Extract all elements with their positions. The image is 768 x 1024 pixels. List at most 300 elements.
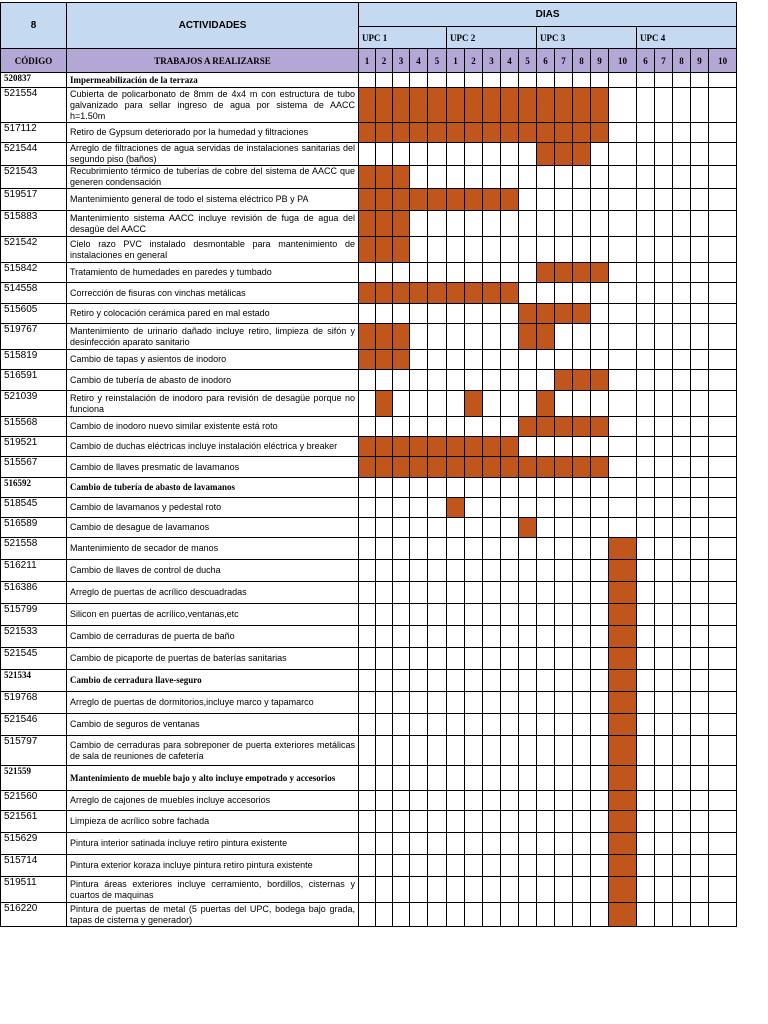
- scheduled-day-cell: [591, 88, 609, 123]
- activity-row: [1, 211, 737, 237]
- day-cell: [447, 736, 465, 766]
- day-cell: [591, 498, 609, 518]
- work-header: TRABAJOS A REALIZARSE: [67, 49, 359, 73]
- activity-description: Cambio de cerraduras de puerta de baño: [67, 626, 359, 648]
- day-cell: [501, 604, 519, 626]
- day-cell: [637, 811, 655, 833]
- day-cell: [519, 766, 537, 791]
- day-cell: [410, 237, 428, 263]
- day-cell: [591, 538, 609, 560]
- day-cell: [609, 304, 637, 324]
- day-cell: [555, 189, 573, 211]
- day-cell: [465, 324, 483, 350]
- day-cell: [519, 811, 537, 833]
- activity-code: 515605: [1, 304, 67, 324]
- scheduled-day-cell: [609, 582, 637, 604]
- day-cell: [410, 166, 428, 189]
- day-cell: [447, 714, 465, 736]
- scheduled-day-cell: [359, 237, 376, 263]
- day-cell: [483, 582, 501, 604]
- day-cell: [709, 189, 737, 211]
- day-cell: [376, 877, 393, 903]
- scheduled-day-cell: [359, 88, 376, 123]
- day-cell: [359, 498, 376, 518]
- day-cell: [555, 855, 573, 877]
- schedule-sheet: [0, 2, 737, 927]
- day-cell: [501, 518, 519, 538]
- day-cell: [655, 283, 673, 304]
- day-cell: [591, 350, 609, 370]
- day-cell: [465, 791, 483, 811]
- day-number-header: 5: [519, 49, 537, 73]
- day-cell: [673, 457, 691, 478]
- day-cell: [691, 498, 709, 518]
- activity-row: [1, 324, 737, 350]
- day-cell: [519, 237, 537, 263]
- day-cell: [609, 457, 637, 478]
- day-cell: [637, 692, 655, 714]
- day-cell: [501, 877, 519, 903]
- day-cell: [637, 350, 655, 370]
- day-cell: [673, 538, 691, 560]
- day-cell: [655, 903, 673, 927]
- day-cell: [609, 498, 637, 518]
- day-cell: [673, 791, 691, 811]
- day-cell: [393, 877, 410, 903]
- day-cell: [410, 73, 428, 88]
- day-cell: [483, 166, 501, 189]
- activity-description: Cambio de duchas eléctricas incluye instalación eléctrica y breaker: [67, 437, 359, 457]
- day-cell: [691, 833, 709, 855]
- day-cell: [501, 417, 519, 437]
- day-cell: [519, 498, 537, 518]
- scheduled-day-cell: [359, 437, 376, 457]
- scheduled-day-cell: [465, 189, 483, 211]
- day-cell: [609, 211, 637, 237]
- activity-row: [1, 766, 737, 791]
- day-cell: [501, 211, 519, 237]
- day-cell: [555, 736, 573, 766]
- activity-description: Mantenimiento de mueble bajo y alto incluye empotrado y accesorios: [67, 766, 359, 791]
- day-cell: [709, 391, 737, 417]
- day-cell: [410, 811, 428, 833]
- day-cell: [655, 417, 673, 437]
- day-cell: [376, 903, 393, 927]
- day-cell: [555, 437, 573, 457]
- day-cell: [591, 437, 609, 457]
- day-cell: [637, 538, 655, 560]
- day-cell: [519, 478, 537, 498]
- day-cell: [428, 670, 447, 692]
- activity-description: Pintura de puertas de metal (5 puertas del UPC, bodega bajo grada, tapas de cisterna y generador): [67, 903, 359, 927]
- day-cell: [691, 391, 709, 417]
- scheduled-day-cell: [537, 391, 555, 417]
- scheduled-day-cell: [609, 855, 637, 877]
- day-cell: [537, 791, 555, 811]
- scheduled-day-cell: [376, 350, 393, 370]
- day-cell: [609, 283, 637, 304]
- day-cell: [573, 478, 591, 498]
- activity-row: [1, 692, 737, 714]
- day-cell: [410, 714, 428, 736]
- day-cell: [555, 237, 573, 263]
- day-cell: [428, 877, 447, 903]
- day-cell: [465, 143, 483, 166]
- day-cell: [483, 560, 501, 582]
- day-number-header: 7: [555, 49, 573, 73]
- day-cell: [591, 324, 609, 350]
- day-cell: [573, 73, 591, 88]
- day-cell: [447, 211, 465, 237]
- scheduled-day-cell: [428, 123, 447, 143]
- scheduled-day-cell: [465, 123, 483, 143]
- day-cell: [447, 391, 465, 417]
- day-cell: [637, 582, 655, 604]
- day-cell: [573, 903, 591, 927]
- day-cell: [537, 670, 555, 692]
- day-cell: [709, 692, 737, 714]
- upc-group-2: UPC 2: [447, 27, 537, 49]
- scheduled-day-cell: [483, 88, 501, 123]
- scheduled-day-cell: [609, 670, 637, 692]
- scheduled-day-cell: [555, 88, 573, 123]
- scheduled-day-cell: [447, 437, 465, 457]
- day-cell: [591, 855, 609, 877]
- day-cell: [691, 437, 709, 457]
- scheduled-day-cell: [359, 350, 376, 370]
- day-cell: [359, 670, 376, 692]
- day-cell: [519, 283, 537, 304]
- day-cell: [691, 189, 709, 211]
- activity-code: 521542: [1, 237, 67, 263]
- day-cell: [501, 833, 519, 855]
- day-cell: [555, 478, 573, 498]
- scheduled-day-cell: [410, 457, 428, 478]
- day-cell: [501, 670, 519, 692]
- day-cell: [519, 648, 537, 670]
- day-cell: [555, 670, 573, 692]
- day-cell: [359, 903, 376, 927]
- activity-row: [1, 604, 737, 626]
- day-cell: [447, 833, 465, 855]
- activity-code: 521544: [1, 143, 67, 166]
- activity-description: Cambio de seguros de ventanas: [67, 714, 359, 736]
- day-cell: [447, 324, 465, 350]
- day-cell: [537, 714, 555, 736]
- scheduled-day-cell: [447, 88, 465, 123]
- activity-code: 518545: [1, 498, 67, 518]
- scheduled-day-cell: [609, 604, 637, 626]
- scheduled-day-cell: [465, 283, 483, 304]
- day-cell: [673, 833, 691, 855]
- day-cell: [691, 582, 709, 604]
- day-cell: [428, 811, 447, 833]
- day-cell: [637, 855, 655, 877]
- day-cell: [691, 811, 709, 833]
- day-cell: [483, 604, 501, 626]
- day-cell: [428, 736, 447, 766]
- day-cell: [537, 498, 555, 518]
- day-cell: [637, 736, 655, 766]
- day-cell: [673, 437, 691, 457]
- day-cell: [447, 263, 465, 283]
- day-cell: [537, 833, 555, 855]
- day-number-header: 5: [428, 49, 447, 73]
- day-cell: [483, 417, 501, 437]
- day-number-header: 4: [410, 49, 428, 73]
- day-cell: [447, 518, 465, 538]
- day-cell: [655, 692, 673, 714]
- activity-row: [1, 283, 737, 304]
- day-cell: [609, 518, 637, 538]
- day-cell: [410, 582, 428, 604]
- day-cell: [637, 498, 655, 518]
- day-cell: [519, 833, 537, 855]
- activity-row: [1, 478, 737, 498]
- day-cell: [410, 855, 428, 877]
- day-cell: [376, 736, 393, 766]
- activity-code: 516220: [1, 903, 67, 927]
- day-cell: [393, 518, 410, 538]
- day-cell: [609, 324, 637, 350]
- day-cell: [637, 648, 655, 670]
- day-cell: [591, 833, 609, 855]
- day-cell: [410, 143, 428, 166]
- day-cell: [609, 73, 637, 88]
- activity-description: Silicon en puertas de acrílico,ventanas,etc: [67, 604, 359, 626]
- scheduled-day-cell: [519, 417, 537, 437]
- day-cell: [465, 648, 483, 670]
- scheduled-day-cell: [359, 457, 376, 478]
- day-cell: [555, 324, 573, 350]
- day-cell: [691, 626, 709, 648]
- day-cell: [591, 478, 609, 498]
- day-cell: [465, 604, 483, 626]
- day-cell: [709, 88, 737, 123]
- day-cell: [537, 648, 555, 670]
- activity-code: 516591: [1, 370, 67, 391]
- day-cell: [537, 903, 555, 927]
- day-cell: [637, 123, 655, 143]
- day-cell: [573, 518, 591, 538]
- activity-row: [1, 263, 737, 283]
- day-cell: [519, 670, 537, 692]
- day-cell: [519, 189, 537, 211]
- day-cell: [428, 350, 447, 370]
- scheduled-day-cell: [376, 88, 393, 123]
- scheduled-day-cell: [519, 457, 537, 478]
- day-cell: [501, 391, 519, 417]
- day-cell: [483, 237, 501, 263]
- activity-description: Impermeabilización de la terraza: [67, 73, 359, 88]
- day-cell: [428, 855, 447, 877]
- scheduled-day-cell: [573, 417, 591, 437]
- scheduled-day-cell: [519, 88, 537, 123]
- day-cell: [376, 626, 393, 648]
- day-cell: [709, 766, 737, 791]
- activity-code: 515714: [1, 855, 67, 877]
- day-cell: [359, 73, 376, 88]
- day-cell: [555, 166, 573, 189]
- day-number-header: 10: [709, 49, 737, 73]
- scheduled-day-cell: [573, 123, 591, 143]
- day-cell: [393, 903, 410, 927]
- day-cell: [465, 370, 483, 391]
- day-cell: [691, 370, 709, 391]
- day-cell: [637, 88, 655, 123]
- activity-description: Retiro y reinstalación de inodoro para revisión de desagüe porque no funciona: [67, 391, 359, 417]
- day-cell: [501, 903, 519, 927]
- day-cell: [709, 903, 737, 927]
- day-cell: [673, 123, 691, 143]
- day-cell: [428, 417, 447, 437]
- day-cell: [501, 855, 519, 877]
- day-cell: [655, 498, 673, 518]
- day-cell: [673, 211, 691, 237]
- day-cell: [709, 877, 737, 903]
- day-cell: [709, 370, 737, 391]
- scheduled-day-cell: [555, 123, 573, 143]
- day-cell: [483, 350, 501, 370]
- activity-row: [1, 877, 737, 903]
- day-cell: [501, 263, 519, 283]
- activity-code: 516386: [1, 582, 67, 604]
- day-cell: [376, 263, 393, 283]
- day-cell: [447, 604, 465, 626]
- day-cell: [359, 560, 376, 582]
- day-cell: [428, 304, 447, 324]
- day-cell: [359, 604, 376, 626]
- scheduled-day-cell: [483, 437, 501, 457]
- scheduled-day-cell: [519, 304, 537, 324]
- activity-row: [1, 518, 737, 538]
- day-cell: [447, 478, 465, 498]
- day-cell: [376, 478, 393, 498]
- day-cell: [359, 626, 376, 648]
- day-cell: [428, 324, 447, 350]
- scheduled-day-cell: [609, 877, 637, 903]
- activity-description: Cambio de llaves de control de ducha: [67, 560, 359, 582]
- day-cell: [483, 736, 501, 766]
- scheduled-day-cell: [501, 189, 519, 211]
- day-cell: [537, 518, 555, 538]
- activity-description: Cambio de llaves presmatic de lavamanos: [67, 457, 359, 478]
- day-cell: [501, 350, 519, 370]
- day-cell: [709, 350, 737, 370]
- day-cell: [376, 518, 393, 538]
- scheduled-day-cell: [410, 283, 428, 304]
- day-cell: [428, 791, 447, 811]
- day-cell: [673, 560, 691, 582]
- day-cell: [519, 538, 537, 560]
- day-cell: [673, 283, 691, 304]
- day-number-header: 3: [483, 49, 501, 73]
- day-cell: [376, 143, 393, 166]
- day-cell: [591, 791, 609, 811]
- day-number-header: 6: [537, 49, 555, 73]
- activity-description: Retiro de Gypsum deteriorado por la humedad y filtraciones: [67, 123, 359, 143]
- scheduled-day-cell: [410, 88, 428, 123]
- day-cell: [691, 350, 709, 370]
- day-cell: [691, 263, 709, 283]
- day-cell: [591, 582, 609, 604]
- day-cell: [673, 811, 691, 833]
- day-number-header: 1: [447, 49, 465, 73]
- day-cell: [410, 263, 428, 283]
- day-cell: [555, 903, 573, 927]
- day-cell: [555, 833, 573, 855]
- activity-code: 515629: [1, 833, 67, 855]
- activity-row: [1, 736, 737, 766]
- day-cell: [591, 211, 609, 237]
- day-cell: [428, 560, 447, 582]
- day-cell: [410, 498, 428, 518]
- day-cell: [428, 604, 447, 626]
- day-cell: [447, 538, 465, 560]
- day-cell: [573, 791, 591, 811]
- day-cell: [537, 811, 555, 833]
- scheduled-day-cell: [519, 123, 537, 143]
- day-cell: [393, 73, 410, 88]
- day-cell: [591, 283, 609, 304]
- scheduled-day-cell: [410, 123, 428, 143]
- activity-description: Recubrimiento térmico de tuberías de cobre del sistema de AACC que generen condensación: [67, 166, 359, 189]
- activity-code: 521546: [1, 714, 67, 736]
- day-cell: [673, 324, 691, 350]
- day-cell: [410, 304, 428, 324]
- day-cell: [537, 604, 555, 626]
- day-cell: [673, 518, 691, 538]
- scheduled-day-cell: [428, 189, 447, 211]
- day-cell: [691, 736, 709, 766]
- activity-code: 516211: [1, 560, 67, 582]
- day-cell: [591, 604, 609, 626]
- scheduled-day-cell: [447, 189, 465, 211]
- scheduled-day-cell: [609, 833, 637, 855]
- day-cell: [637, 237, 655, 263]
- day-cell: [691, 877, 709, 903]
- day-number-header: 2: [465, 49, 483, 73]
- day-cell: [709, 714, 737, 736]
- day-cell: [359, 518, 376, 538]
- day-cell: [393, 604, 410, 626]
- activity-description: Pintura exterior koraza incluye pintura retiro pintura existente: [67, 855, 359, 877]
- day-cell: [393, 626, 410, 648]
- activity-row: [1, 670, 737, 692]
- day-cell: [359, 143, 376, 166]
- day-cell: [691, 123, 709, 143]
- day-cell: [555, 626, 573, 648]
- activity-description: Pintura interior satinada incluye retiro pintura existente: [67, 833, 359, 855]
- day-cell: [573, 714, 591, 736]
- day-cell: [573, 350, 591, 370]
- day-cell: [359, 391, 376, 417]
- scheduled-day-cell: [359, 123, 376, 143]
- day-cell: [519, 877, 537, 903]
- scheduled-day-cell: [410, 189, 428, 211]
- day-cell: [673, 877, 691, 903]
- scheduled-day-cell: [428, 457, 447, 478]
- day-cell: [655, 538, 673, 560]
- day-cell: [501, 626, 519, 648]
- day-cell: [359, 811, 376, 833]
- activity-code: 515883: [1, 211, 67, 237]
- day-cell: [555, 73, 573, 88]
- day-cell: [465, 237, 483, 263]
- day-cell: [673, 604, 691, 626]
- day-cell: [655, 604, 673, 626]
- day-cell: [501, 736, 519, 766]
